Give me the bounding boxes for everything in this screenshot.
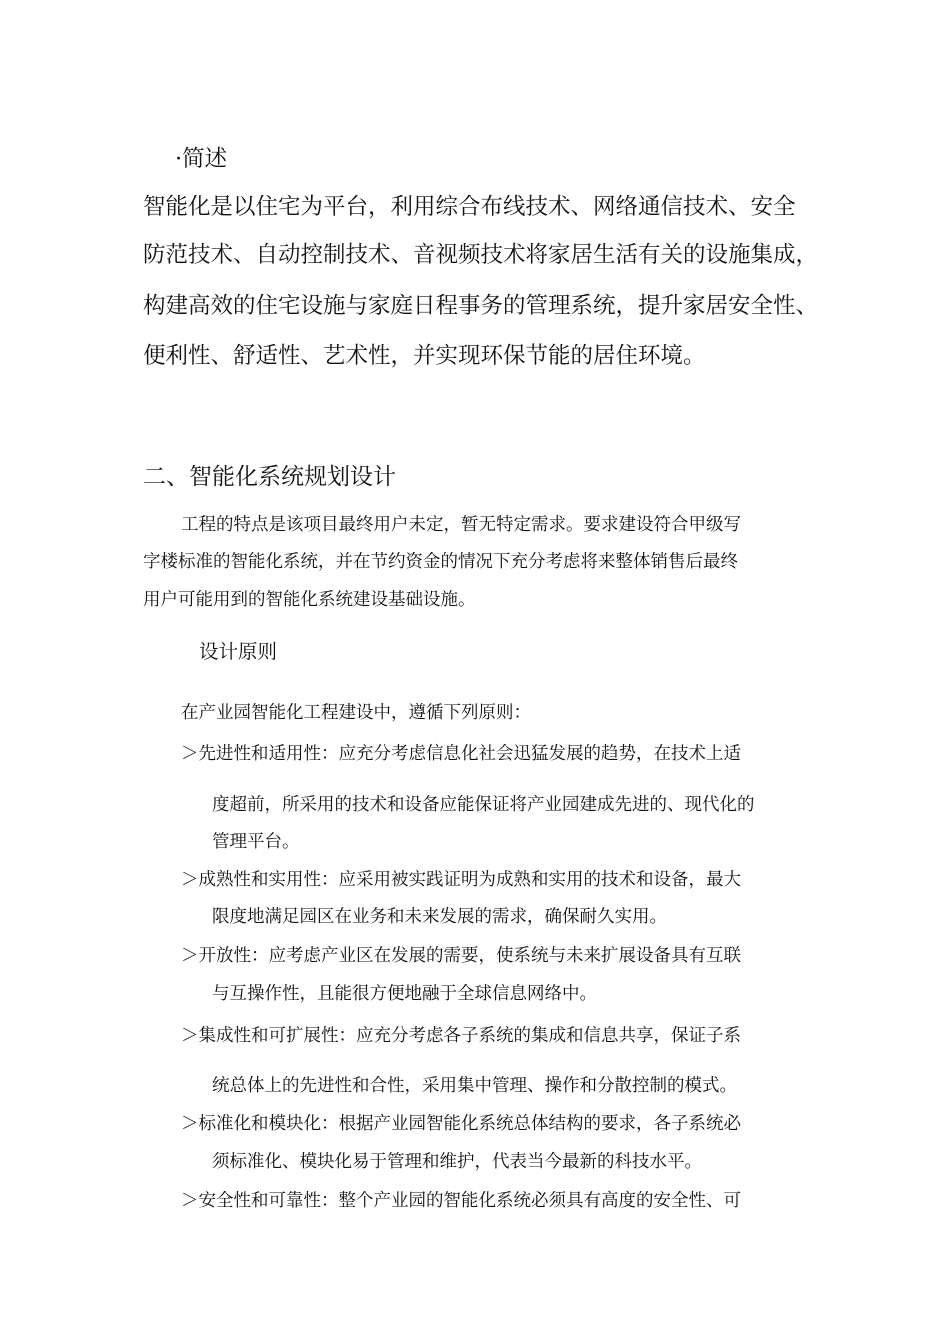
principle-continuation: 统总体上的先进性和合性，采用集中管理、操作和分散控制的模式。 (212, 1076, 737, 1096)
principle-item: ＞成熟性和实用性：应采用被实践证明为成熟和实用的技术和设备，最大 (181, 870, 741, 890)
paragraph-line: 防范技术、自动控制技术、音视频技术将家居生活有关的设施集成， (143, 242, 819, 268)
principle-item: ＞安全性和可靠性：整个产业园的智能化系统必须具有高度的安全性、可 (181, 1191, 741, 1211)
principle-continuation: 管理平台。 (212, 832, 300, 852)
subheading: 设计原则 (199, 640, 278, 663)
paragraph-line: 工程的特点是该项目最终用户未定，暂无特定需求。要求建设符合甲级写 (181, 515, 741, 535)
principle-item: ＞开放性：应考虑产业区在发展的需要，使系统与未来扩展设备具有互联 (181, 946, 741, 966)
paragraph-line: 用户可能用到的智能化系统建设基础设施。 (143, 590, 476, 610)
principle-continuation: 度超前，所采用的技术和设备应能保证将产业园建成先进的、现代化的 (212, 795, 755, 815)
principle-item: ＞标准化和模块化：根据产业园智能化系统总体结构的要求，各子系统必 (181, 1114, 741, 1134)
principle-item: ＞集成性和可扩展性：应充分考虑各子系统的集成和信息共享，保证子系 (181, 1026, 741, 1046)
paragraph-line: 构建高效的住宅设施与家庭日程事务的管理系统，提升家居安全性、 (143, 293, 819, 319)
paragraph-line: 便利性、舒适性、艺术性，并实现环保节能的居住环境。 (143, 343, 706, 369)
lead-text: 在产业园智能化工程建设中，遵循下列原则： (181, 703, 531, 723)
section-heading: 二、智能化系统规划设计 (143, 464, 396, 490)
section-heading: ·简述 (175, 146, 228, 172)
paragraph-line: 智能化是以住宅为平台，利用综合布线技术、网络通信技术、安全 (143, 194, 796, 220)
principle-continuation: 须标准化、模块化易于管理和维护，代表当今最新的科技水平。 (212, 1152, 702, 1172)
principle-continuation: 与互操作性，且能很方便地融于全球信息网络中。 (212, 984, 597, 1004)
principle-item: ＞先进性和适用性：应充分考虑信息化社会迅猛发展的趋势，在技术上适 (181, 744, 741, 764)
principle-continuation: 限度地满足园区在业务和未来发展的需求，确保耐久实用。 (212, 907, 667, 927)
paragraph-line: 字楼标准的智能化系统，并在节约资金的情况下充分考虑将来整体销售后最终 (143, 552, 738, 572)
